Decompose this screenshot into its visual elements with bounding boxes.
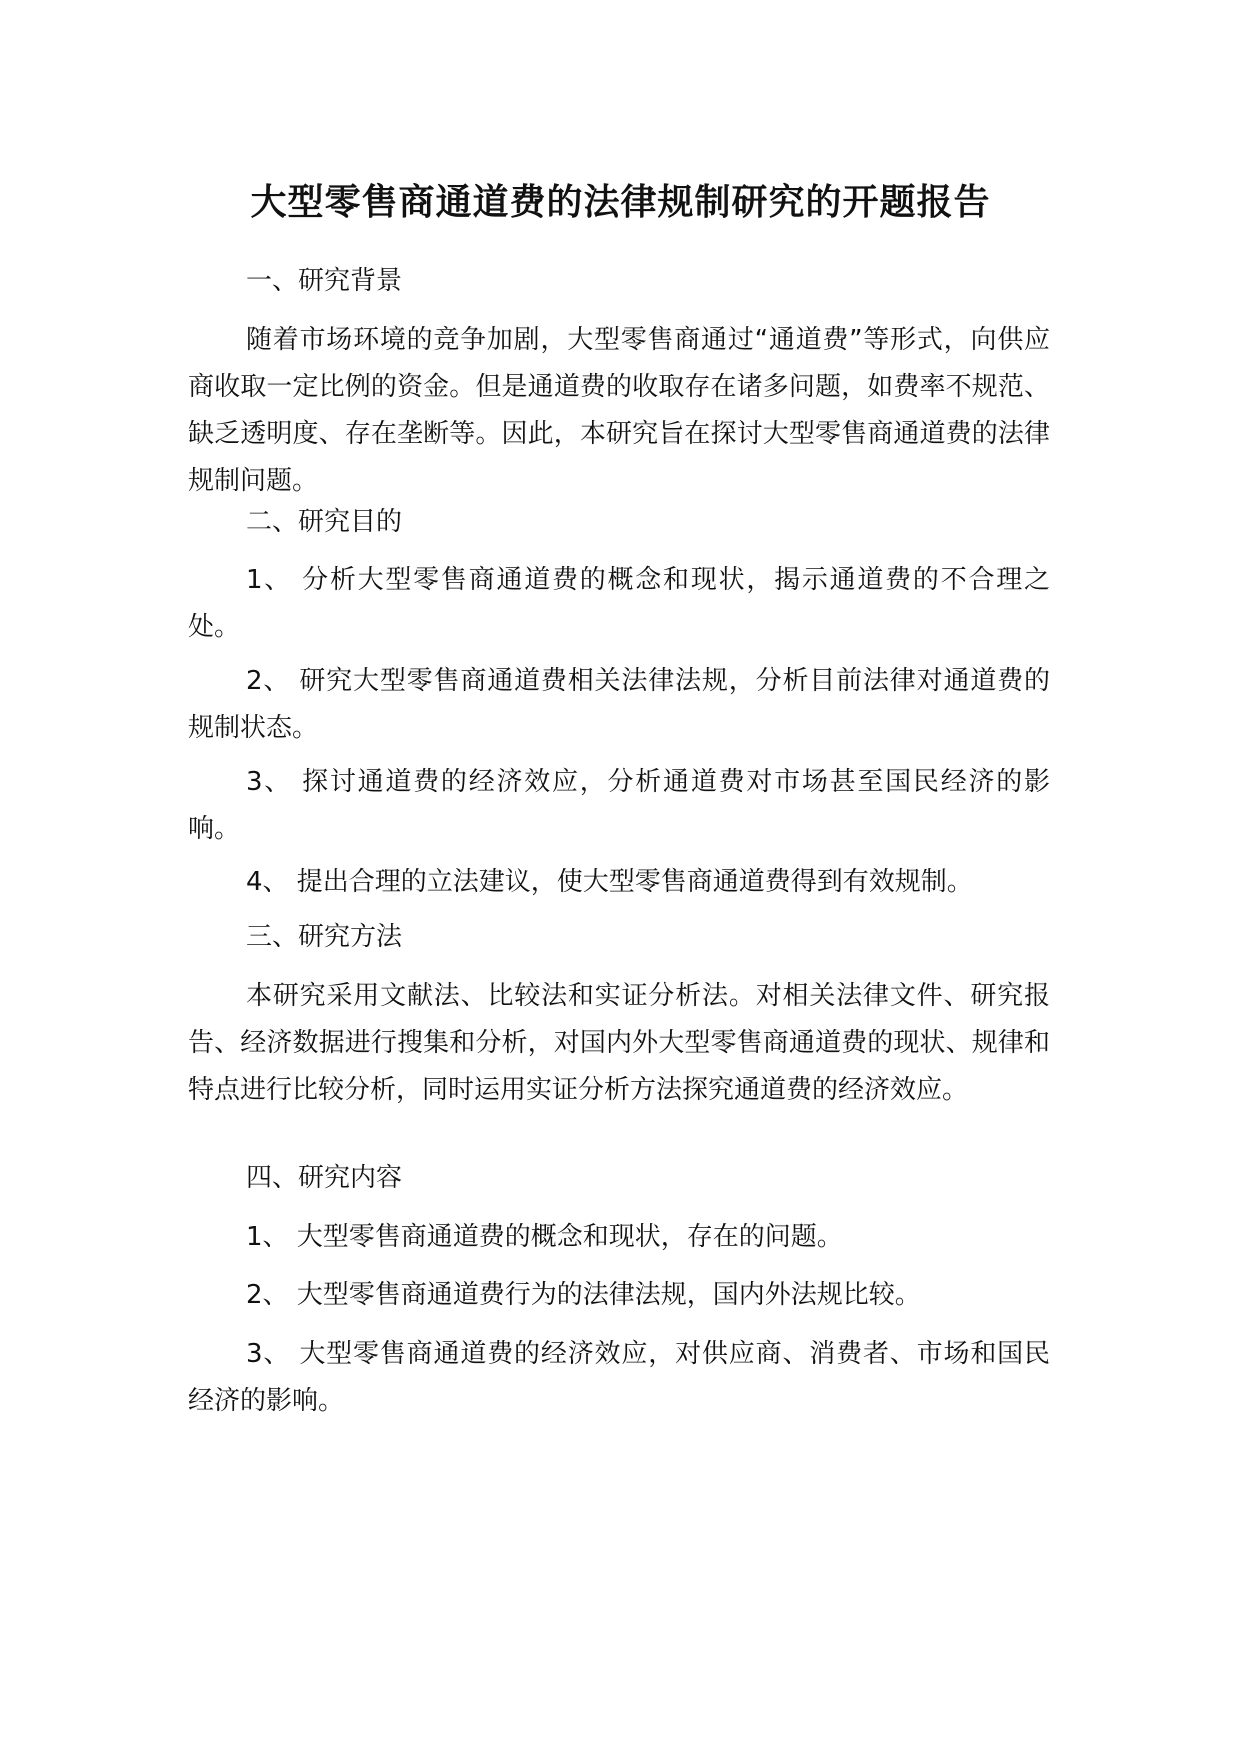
section-heading-methods: 三、研究方法 (246, 922, 403, 952)
section-heading-background: 一、研究背景 (246, 266, 403, 296)
content-item-1: 1、 大型零售商通道费的概念和现状，存在的问题。 (246, 1222, 843, 1252)
content-item-2: 2、 大型零售商通道费行为的法律法规，国内外法规比较。 (246, 1280, 921, 1310)
content-item-3: 3、 大型零售商通道费的经济效应，对供应商、消费者、市场和国民经济的影响。 (188, 1339, 1050, 1416)
objective-item-2: 2、 研究大型零售商通道费相关法律法规，分析目前法律对通道费的规制状态。 (188, 666, 1050, 743)
background-paragraph: 随着市场环境的竞争加剧，大型零售商通过“通道费”等形式，向供应商收取一定比例的资金。但是通道费的收取存在诸多问题，如费率不规范、缺乏透明度、存在垄断等。因此，本研究旨在探讨大型零售商通道费的法律规制问题。 (188, 325, 1050, 496)
section-heading-content: 四、研究内容 (246, 1163, 403, 1193)
section-heading-objectives: 二、研究目的 (246, 507, 403, 537)
methods-paragraph: 本研究采用文献法、比较法和实证分析法。对相关法律文件、研究报告、经济数据进行搜集和分析，对国内外大型零售商通道费的现状、规律和特点进行比较分析，同时运用实证分析方法探究通道费的经济效应。 (188, 981, 1050, 1105)
objective-item-3: 3、 探讨通道费的经济效应，分析通道费对市场甚至国民经济的影响。 (188, 767, 1050, 844)
document-title: 大型零售商通道费的法律规制研究的开题报告 (250, 182, 991, 223)
objective-item-4: 4、 提出合理的立法建议，使大型零售商通道费得到有效规制。 (246, 867, 973, 897)
objective-item-1: 1、 分析大型零售商通道费的概念和现状，揭示通道费的不合理之处。 (188, 565, 1050, 642)
